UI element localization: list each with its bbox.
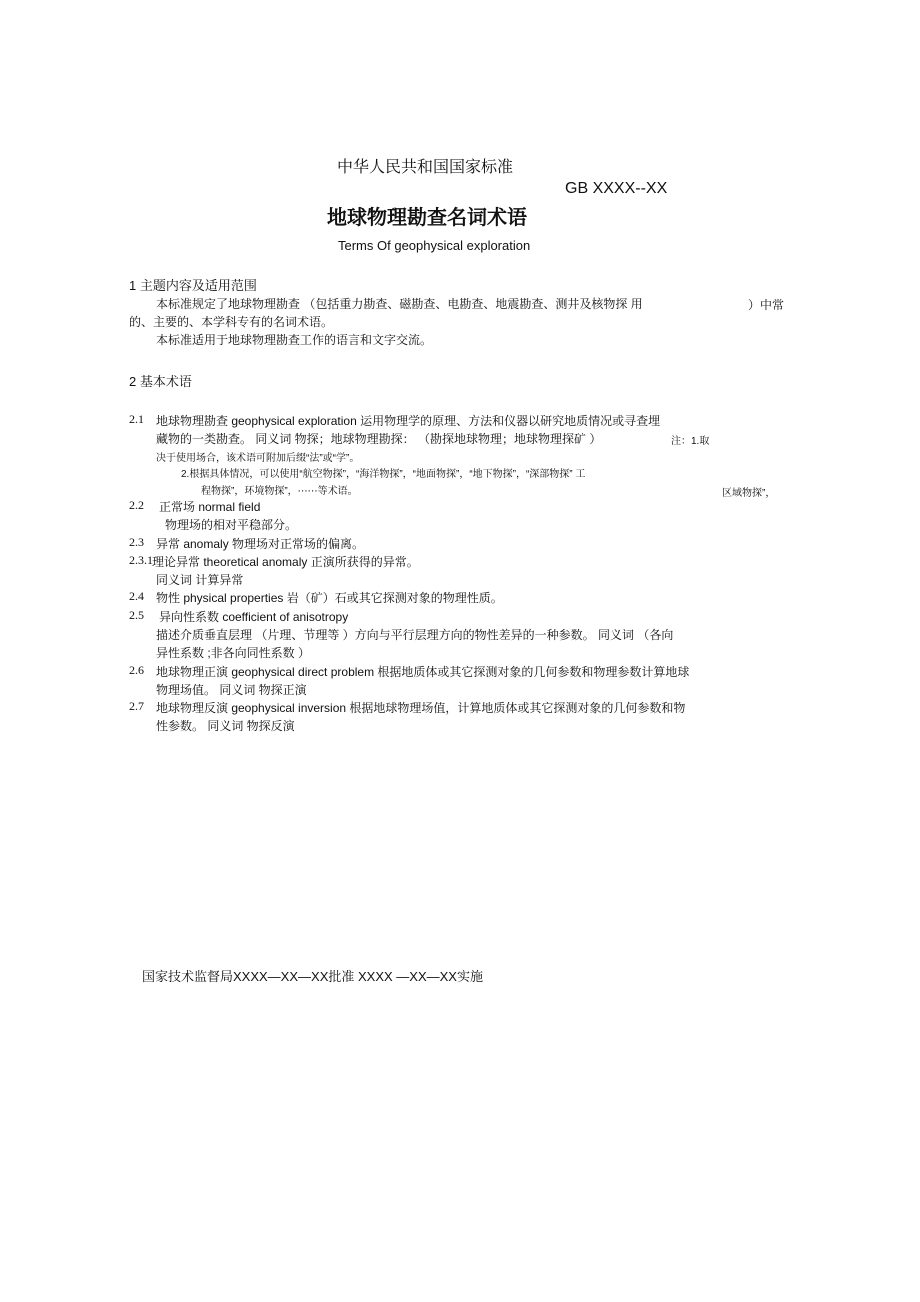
term-2-3-line: 异常 anomaly 物理场对正常场的偏离。: [156, 537, 365, 551]
standard-heading: 中华人民共和国国家标准: [337, 159, 514, 176]
section-1-paragraph-2: 本标准适用于地球物理勘查工作的语言和文字交流。: [156, 333, 433, 347]
term-2-1-line-1: 地球物理勘查 geophysical exploration 运用物理学的原理、方法和仪器以研究地质情况或寻查埋: [156, 414, 661, 428]
approval-line: 国家技术监督局XXXX—XX—XX批准 XXXX —XX—XX实施: [142, 969, 483, 984]
section-2-heading: 2 基本术语: [129, 374, 192, 389]
term-2-6-line-2: 物理场值。 同义词 物探正演: [156, 683, 307, 697]
term-number: 2.3: [129, 535, 144, 549]
term-2-1-note-2-right: 区域物探”，: [722, 488, 776, 499]
term-2-2-definition: 物理场的相对平稳部分。: [165, 518, 298, 532]
term-2-5-name: 异向性系数 coefficient of anisotropy: [159, 610, 349, 624]
term-2-2-name: 正常场 normal field: [159, 500, 261, 514]
page-title: 地球物理勘查名词术语: [327, 207, 527, 229]
term-number: 2.7: [129, 699, 144, 713]
term-2-1-note-2-line-2: 程物探”，环境物探”，⋯⋯等术语。: [201, 486, 358, 497]
term-2-7-line-1: 地球物理反演 geophysical inversion 根据地球物理场值，计算地质体或其它探测对象的几何参数和物: [156, 701, 686, 715]
term-number: 2.5: [129, 608, 144, 622]
term-number: 2.2: [129, 498, 144, 512]
term-2-3-1-synonym: 同义词 计算异常: [156, 573, 244, 587]
standard-code: GB XXXX--XX: [565, 180, 668, 197]
term-number: 2.4: [129, 589, 144, 603]
term-2-3-1-line: 理论异常 theoretical anomaly 正演所获得的异常。: [152, 555, 419, 569]
term-2-1-note-1: 决于使用场合，该术语可附加后缀“法”或“学”。: [156, 453, 360, 464]
term-2-5-line-1: 描述介质垂直层理 （片理、节理等 ）方向与平行层理方向的物性差异的一种参数。 同义词 （各向: [156, 628, 674, 642]
term-2-1-note-start: 注：1.取: [671, 436, 710, 447]
term-2-6-line-1: 地球物理正演 geophysical direct problem 根据地质体或其它探测对象的几何参数和物理参数计算地球: [156, 665, 690, 679]
term-number: 2.1: [129, 412, 144, 426]
term-number: 2.3.1: [129, 553, 153, 567]
section-1-paragraph-1-cont: 的、主要的、本学科专有的名词术语。: [129, 315, 334, 329]
term-number: 2.6: [129, 663, 144, 677]
section-1-paragraph-1: 本标准规定了地球物理勘查 （包括重力勘查、磁勘查、电勘查、地震勘查、测井及核物探 用: [156, 297, 643, 311]
page-subtitle: Terms Of geophysical exploration: [338, 238, 531, 253]
section-1-heading: 1 主题内容及适用范围: [129, 278, 257, 293]
term-2-7-line-2: 性参数。 同义词 物探反演: [156, 719, 295, 733]
section-1-paragraph-1-tail: ）中常: [748, 298, 785, 312]
term-2-1-line-2: 藏物的一类勘查。 同义词 物探；地球物理勘探： （勘探地球物理；地球物理探矿 ）: [156, 432, 602, 446]
term-2-4-line: 物性 physical properties 岩（矿）石或其它探测对象的物理性质。: [156, 591, 503, 605]
term-2-5-line-2: 异性系数 ;非各向同性系数 ）: [156, 646, 311, 660]
term-2-1-note-2-line-1: 2.根据具体情况，可以使用“航空物探”，“海洋物探”，“地面物探”，“地下物探”，“深部物探” 工: [181, 469, 586, 480]
